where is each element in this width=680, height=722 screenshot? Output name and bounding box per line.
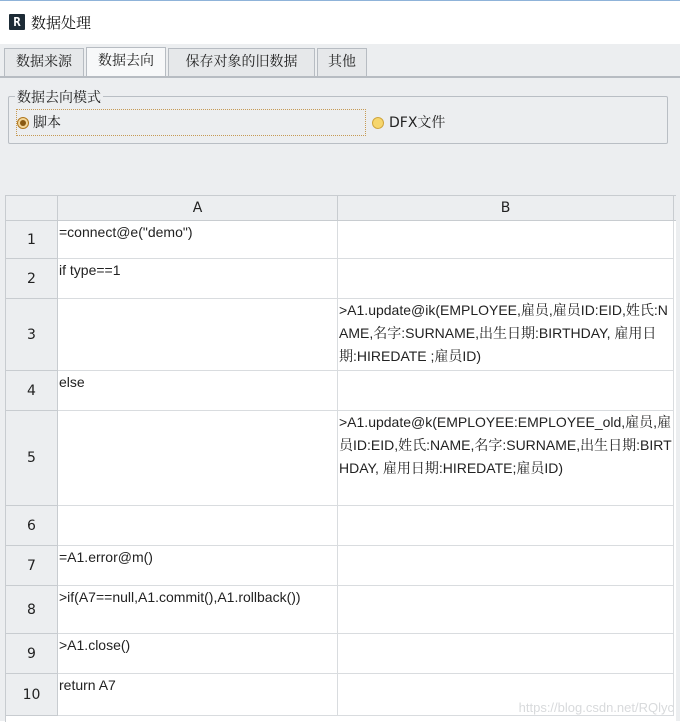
radio-script-label[interactable]: 脚本 — [33, 115, 61, 131]
cell-b[interactable] — [338, 586, 674, 634]
title-bar — [0, 1, 680, 43]
focus-indicator — [16, 109, 366, 136]
window-title: 数据处理 — [31, 14, 92, 32]
row-header[interactable]: 1 — [6, 221, 58, 259]
cell-a[interactable]: if type==1 — [58, 259, 338, 299]
row-header[interactable]: 9 — [6, 634, 58, 674]
column-header-a[interactable]: A — [58, 196, 338, 221]
column-header-b[interactable]: B — [338, 196, 674, 221]
cell-b[interactable] — [338, 634, 674, 674]
row-header[interactable]: 7 — [6, 546, 58, 586]
cell-b[interactable] — [338, 506, 674, 546]
cell-b[interactable] — [338, 371, 674, 411]
radio-dfx-file[interactable] — [372, 117, 384, 129]
cell-a[interactable]: return A7 — [58, 674, 338, 716]
cell-b[interactable] — [338, 546, 674, 586]
cell-b[interactable]: >A1.update@k(EMPLOYEE:EMPLOYEE_old,雇员,雇员ID:EID,姓氏:NAME,名字:SURNAME,出生日期:BIRTHDAY, 雇用日期:HIREDATE;雇员ID) — [338, 411, 674, 506]
row-header[interactable]: 5 — [6, 411, 58, 506]
tab-label: 数据去向 — [98, 53, 154, 69]
cell-a[interactable] — [58, 506, 338, 546]
cell-b[interactable] — [338, 221, 674, 259]
row-header[interactable]: 6 — [6, 506, 58, 546]
tab-saved-old-data[interactable] — [168, 48, 315, 77]
script-grid — [5, 195, 676, 722]
column-header-overflow — [674, 196, 676, 221]
cell-b[interactable]: >A1.update@ik(EMPLOYEE,雇员,雇员ID:EID,姓氏:NAME,名字:SURNAME,出生日期:BIRTHDAY, 雇用日期:HIREDATE ;雇员ID) — [338, 299, 674, 371]
cell-a[interactable] — [58, 299, 338, 371]
radio-dfx-file-label[interactable]: DFX文件 — [389, 115, 446, 131]
row-header[interactable]: 8 — [6, 586, 58, 634]
row-header[interactable]: 4 — [6, 371, 58, 411]
tab-data-destination[interactable] — [86, 47, 166, 78]
watermark: https://blog.csdn.net/RQlyc — [518, 700, 674, 715]
tab-label: 保存对象的旧数据 — [185, 54, 298, 70]
tab-other[interactable] — [317, 48, 367, 77]
row-header[interactable]: 2 — [6, 259, 58, 299]
radio-script[interactable] — [17, 117, 29, 129]
tab-label: 数据来源 — [16, 54, 72, 70]
cell-b[interactable] — [338, 259, 674, 299]
tab-content-panel — [0, 78, 680, 721]
cell-a[interactable]: >if(A7==null,A1.commit(),A1.rollback()) — [58, 586, 338, 634]
tab-strip — [0, 44, 680, 78]
app-logo-icon: R — [9, 14, 25, 30]
corner-header[interactable] — [6, 196, 58, 221]
mode-groupbox — [8, 90, 668, 144]
cell-a[interactable] — [58, 411, 338, 506]
cell-a[interactable]: =A1.error@m() — [58, 546, 338, 586]
cell-a[interactable]: else — [58, 371, 338, 411]
tab-label: 其他 — [328, 54, 356, 70]
cell-a[interactable]: >A1.close() — [58, 634, 338, 674]
row-header[interactable]: 3 — [6, 299, 58, 371]
row-header[interactable]: 10 — [6, 674, 58, 716]
tab-data-source[interactable] — [4, 48, 84, 77]
cell-a[interactable]: =connect@e("demo") — [58, 221, 338, 259]
mode-group-legend: 数据去向模式 — [15, 87, 103, 107]
